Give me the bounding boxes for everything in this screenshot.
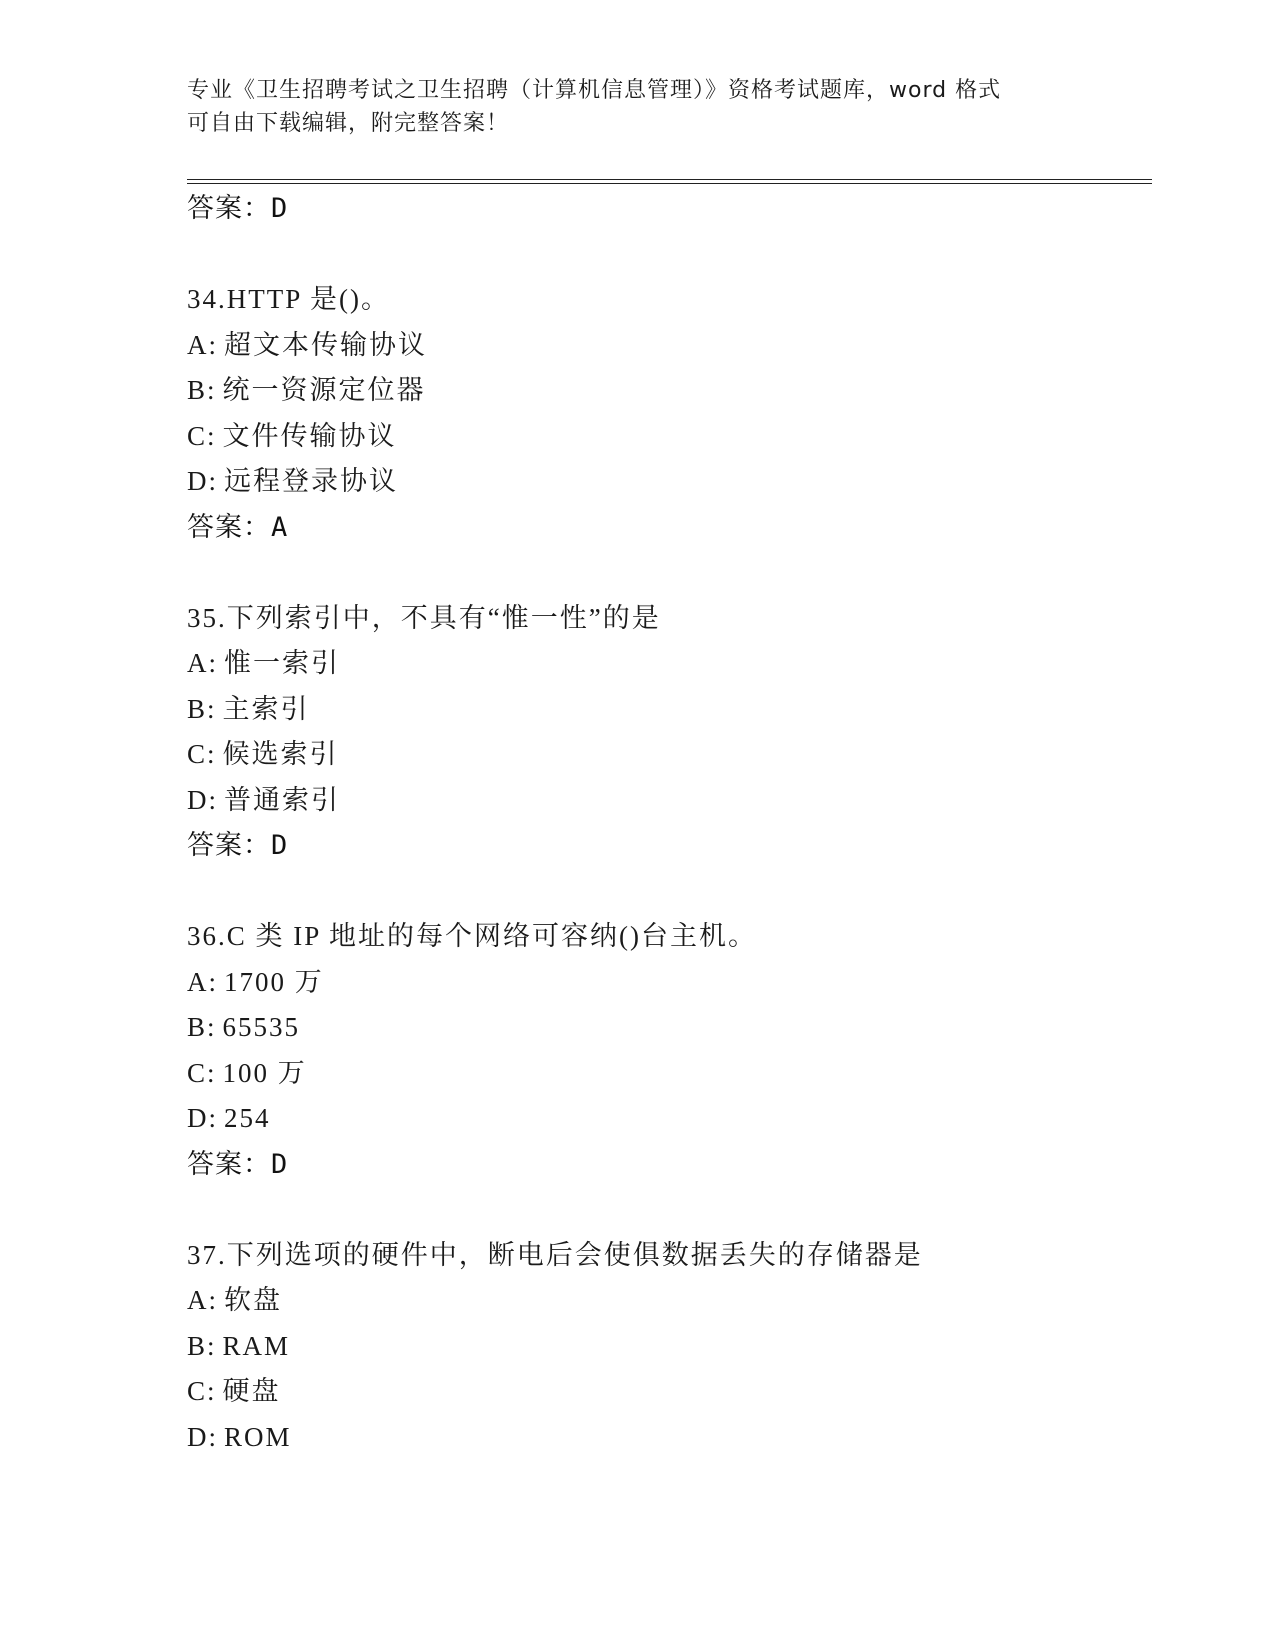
answer-label: 答案：	[187, 511, 271, 543]
option-line	[187, 1415, 1147, 1461]
option-text: RAM	[222, 1330, 291, 1361]
option-line	[187, 414, 1147, 460]
answer-line	[187, 823, 1147, 869]
option-letter: A:	[187, 648, 218, 678]
option-line	[187, 323, 1147, 369]
option-text: ROM	[224, 1421, 292, 1452]
option-line	[187, 778, 1147, 824]
option-line	[187, 1369, 1147, 1415]
option-text: 统一资源定位器	[222, 375, 426, 405]
question-block	[187, 277, 1147, 550]
question-title: 35.下列索引中，不具有“惟一性”的是	[187, 602, 661, 633]
spacer	[187, 232, 1147, 278]
question-list	[187, 186, 1147, 1460]
option-text: 超文本传输协议	[224, 329, 427, 360]
option-letter: A:	[187, 966, 218, 997]
answer-value: D	[271, 1148, 289, 1180]
question-title: 34.HTTP 是()。	[187, 284, 390, 314]
option-letter: A:	[187, 1285, 218, 1315]
option-text: 候选索引	[222, 739, 339, 769]
answer-line	[187, 186, 1147, 232]
option-line	[187, 1324, 1147, 1370]
question-block	[187, 596, 1147, 869]
answer-line	[187, 1142, 1147, 1188]
question-title: 36.C 类 IP 地址的每个网络可容纳()台主机。	[187, 921, 757, 951]
option-letter: B:	[187, 693, 217, 724]
option-line	[187, 1096, 1147, 1142]
option-line	[187, 960, 1147, 1006]
header-line-2: 可自由下载编辑，附完整答案！	[187, 111, 510, 136]
answer-label: 答案：	[187, 193, 271, 224]
question-title: 37.下列选项的硬件中，断电后会使俱数据丢失的存储器是	[187, 1239, 923, 1270]
option-line	[187, 1278, 1147, 1324]
option-line	[187, 459, 1147, 505]
option-line	[187, 1051, 1147, 1097]
option-letter: D:	[187, 1103, 218, 1133]
option-letter: D:	[187, 1421, 218, 1452]
option-letter: A:	[187, 329, 218, 360]
option-letter: B:	[187, 1012, 217, 1042]
option-line	[187, 1005, 1147, 1051]
option-letter: C:	[187, 420, 217, 451]
answer-value: A	[271, 511, 289, 543]
option-line	[187, 732, 1147, 778]
option-line	[187, 641, 1147, 687]
option-letter: D:	[187, 466, 218, 496]
option-text: 文件传输协议	[222, 420, 397, 451]
answer-line	[187, 505, 1147, 551]
header-divider-top	[187, 179, 1152, 180]
document-header	[187, 74, 1067, 140]
option-text: 主索引	[222, 693, 310, 724]
spacer	[187, 1187, 1147, 1233]
header-divider-bottom	[187, 183, 1152, 184]
option-letter: C:	[187, 739, 217, 769]
answer-label: 答案：	[187, 1148, 271, 1180]
option-text: 普通索引	[224, 784, 340, 815]
option-text: 硬盘	[222, 1376, 281, 1406]
option-text: 远程登录协议	[224, 466, 398, 496]
option-text: 65535	[222, 1012, 301, 1042]
answer-label: 答案：	[187, 830, 271, 861]
option-text: 惟一索引	[224, 648, 340, 678]
answer-value: D	[271, 830, 289, 861]
question-block	[187, 914, 1147, 1187]
option-letter: B:	[187, 1330, 217, 1361]
option-letter: D:	[187, 784, 218, 815]
header-line-1: 专业《卫生招聘考试之卫生招聘（计算机信息管理）》资格考试题库，word 格式	[187, 78, 1002, 103]
spacer	[187, 869, 1147, 915]
option-text: 软盘	[224, 1285, 282, 1315]
option-text: 1700 万	[224, 966, 324, 997]
question-block	[187, 1233, 1147, 1461]
option-text: 254	[224, 1103, 271, 1133]
option-line	[187, 368, 1147, 414]
option-line	[187, 687, 1147, 733]
option-letter: C:	[187, 1057, 217, 1088]
spacer	[187, 550, 1147, 596]
option-letter: C:	[187, 1376, 217, 1406]
answer-value: D	[271, 193, 289, 224]
option-letter: B:	[187, 375, 217, 405]
option-text: 100 万	[222, 1057, 307, 1088]
